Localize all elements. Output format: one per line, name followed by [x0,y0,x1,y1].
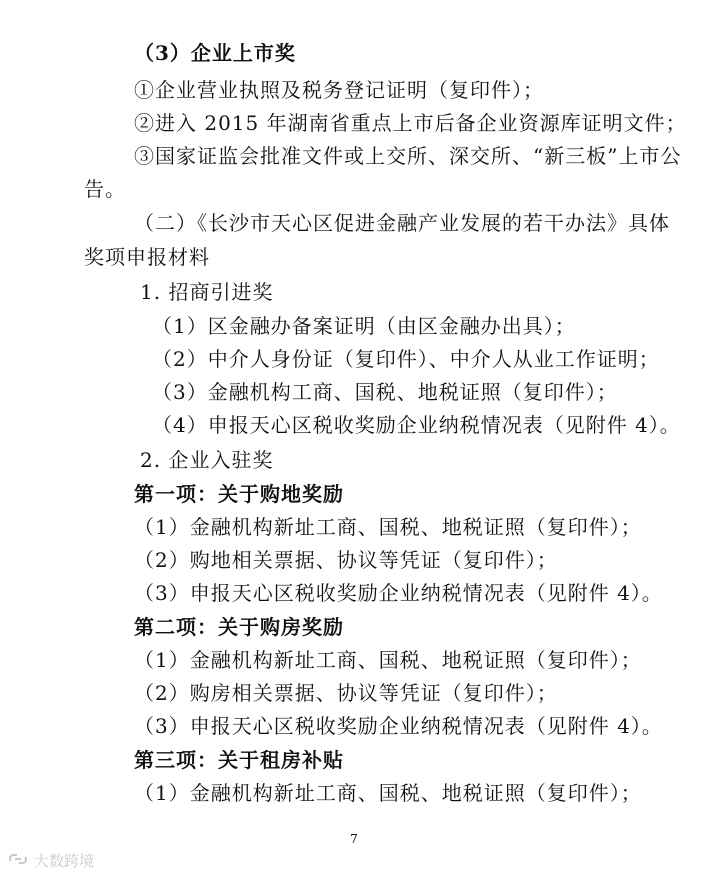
list-item: （4）申报天心区税收奖励企业纳税情况表（见附件 4）。 [152,413,681,437]
list-item: （1）金融机构新址工商、国税、地税证照（复印件）； [134,648,642,672]
item-heading: 第一项：关于购地奖励 [134,482,344,506]
watermark [8,850,94,871]
list-item: （2）购房相关票据、协议等凭证（复印件）； [134,681,558,705]
item-heading: 第三项：关于租房补贴 [134,748,344,772]
section-heading: （二）《长沙市天心区促进金融产业发展的若干办法》具体 [134,211,670,235]
list-item: （1）金融机构新址工商、国税、地税证照（复印件）； [134,515,642,539]
subsection-heading: 2. 企业入驻奖 [140,448,274,472]
list-item: （2）购地相关票据、协议等凭证（复印件）； [134,548,558,572]
list-item: ②进入 2015 年湖南省重点上市后备企业资源库证明文件； [134,111,687,135]
link-icon [8,851,28,871]
list-item: （1）金融机构新址工商、国税、地税证照（复印件）； [134,781,642,805]
item-heading: 第二项：关于购房奖励 [134,615,344,639]
list-item: （3）申报天心区税收奖励企业纳税情况表（见附件 4）。 [134,714,663,738]
list-item: （2）中介人身份证（复印件）、中介人从业工作证明； [152,347,660,371]
list-item: （3）申报天心区税收奖励企业纳税情况表（见附件 4）。 [134,581,663,605]
heading-listing-award: （3）企业上市奖 [134,41,296,65]
list-item: （1）区金融办备案证明（由区金融办出具）； [152,314,576,338]
list-item-continuation: 告。 [84,177,126,201]
section-heading-continuation: 奖项申报材料 [84,245,210,269]
list-item: （3）金融机构工商、国税、地税证照（复印件）； [152,380,618,404]
list-item: ①企业营业执照及税务登记证明（复印件）； [134,78,544,102]
watermark-text: 大数跨境 [34,852,95,870]
page-number: 7 [350,832,358,846]
list-item: ③国家证监会批准文件或上交所、深交所、“新三板”上市公 [134,144,682,168]
subsection-heading: 1. 招商引进奖 [140,280,274,304]
